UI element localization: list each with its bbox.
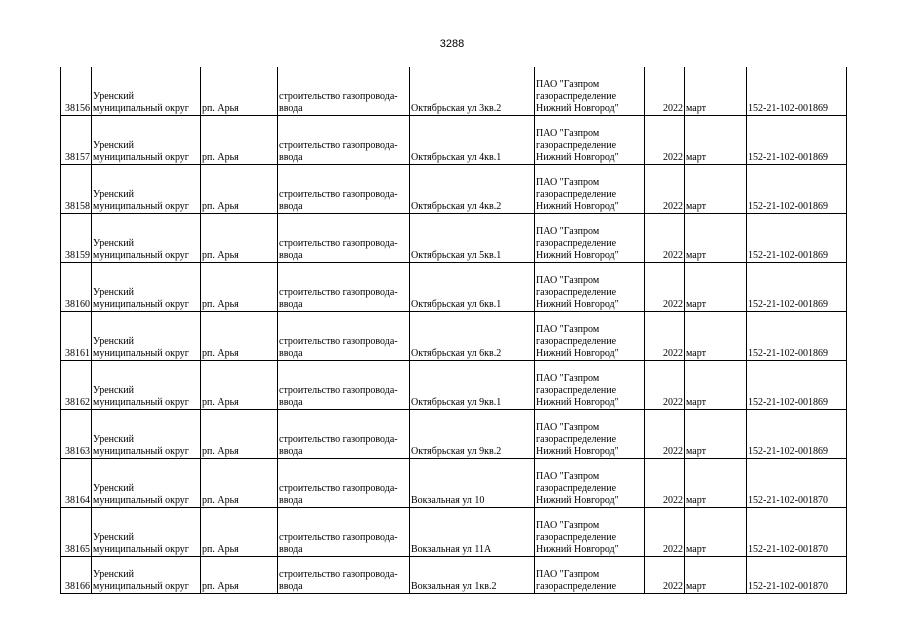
organization-cell-line: газораспределение bbox=[536, 238, 617, 249]
address-cell: Вокзальная ул 10 bbox=[410, 459, 535, 508]
row-number-cell: 38165 bbox=[61, 508, 92, 557]
organization-cell-line: ПАО "Газпром bbox=[536, 275, 600, 286]
owner-cell bbox=[92, 361, 201, 410]
row-number-cell: 38164 bbox=[61, 459, 92, 508]
work-type-cell bbox=[278, 312, 410, 361]
work-type-cell-line: строительство газопровода- bbox=[279, 91, 398, 102]
year-cell: 2022 bbox=[645, 361, 685, 410]
organization-cell-line: газораспределение bbox=[536, 140, 617, 151]
organization-cell bbox=[535, 116, 645, 165]
organization-cell-line: газораспределение bbox=[536, 483, 617, 494]
month-cell: март bbox=[685, 410, 747, 459]
organization-cell-line: газораспределение bbox=[536, 189, 617, 200]
owner-cell-line: муниципальный округ bbox=[93, 446, 189, 457]
year-cell: 2022 bbox=[645, 459, 685, 508]
organization-cell-line: газораспределение bbox=[536, 385, 617, 396]
code-cell: 152-21-102-001869 bbox=[747, 165, 847, 214]
work-type-cell-line: ввода bbox=[279, 581, 303, 592]
organization-cell-line: Нижний Новгород" bbox=[536, 250, 619, 261]
work-type-cell-line: строительство газопровода- bbox=[279, 385, 398, 396]
locality-cell: рп. Арья bbox=[201, 67, 278, 116]
owner-cell-line: Уренский bbox=[93, 140, 134, 151]
address-cell: Октябрьская ул 6кв.1 bbox=[410, 263, 535, 312]
row-number-cell: 38166 bbox=[61, 557, 92, 594]
month-cell: март bbox=[685, 263, 747, 312]
work-type-cell bbox=[278, 410, 410, 459]
organization-cell-line: Нижний Новгород" bbox=[536, 544, 619, 555]
owner-cell-line: муниципальный округ bbox=[93, 152, 189, 163]
row-number-cell: 38157 bbox=[61, 116, 92, 165]
organization-cell-line: Нижний Новгород" bbox=[536, 103, 619, 114]
owner-cell bbox=[92, 410, 201, 459]
work-type-cell bbox=[278, 508, 410, 557]
code-cell: 152-21-102-001869 bbox=[747, 214, 847, 263]
month-cell: март bbox=[685, 214, 747, 263]
address-cell: Октябрьская ул 5кв.1 bbox=[410, 214, 535, 263]
work-type-cell bbox=[278, 263, 410, 312]
organization-cell-line: ПАО "Газпром bbox=[536, 422, 600, 433]
work-type-cell-line: ввода bbox=[279, 299, 303, 310]
organization-cell bbox=[535, 312, 645, 361]
registry-table bbox=[60, 67, 847, 594]
month-cell: март bbox=[685, 508, 747, 557]
organization-cell-line: ПАО "Газпром bbox=[536, 226, 600, 237]
owner-cell bbox=[92, 214, 201, 263]
work-type-cell-line: ввода bbox=[279, 201, 303, 212]
owner-cell-line: Уренский bbox=[93, 532, 134, 543]
owner-cell-line: Уренский bbox=[93, 238, 134, 249]
address-cell: Вокзальная ул 1кв.2 bbox=[410, 557, 535, 594]
row-number-cell: 38161 bbox=[61, 312, 92, 361]
organization-cell-line: ПАО "Газпром bbox=[536, 471, 600, 482]
organization-cell-line: Нижний Новгород" bbox=[536, 446, 619, 457]
owner-cell-line: Уренский bbox=[93, 91, 134, 102]
code-cell: 152-21-102-001870 bbox=[747, 557, 847, 594]
table-row bbox=[61, 263, 847, 312]
work-type-cell-line: строительство газопровода- bbox=[279, 569, 398, 580]
owner-cell bbox=[92, 263, 201, 312]
owner-cell bbox=[92, 508, 201, 557]
code-cell: 152-21-102-001870 bbox=[747, 508, 847, 557]
code-cell: 152-21-102-001869 bbox=[747, 312, 847, 361]
owner-cell-line: муниципальный округ bbox=[93, 348, 189, 359]
code-cell: 152-21-102-001869 bbox=[747, 67, 847, 116]
owner-cell bbox=[92, 312, 201, 361]
code-cell: 152-21-102-001869 bbox=[747, 410, 847, 459]
work-type-cell-line: строительство газопровода- bbox=[279, 483, 398, 494]
organization-cell-line: ПАО "Газпром bbox=[536, 177, 600, 188]
owner-cell-line: муниципальный округ bbox=[93, 299, 189, 310]
work-type-cell-line: ввода bbox=[279, 544, 303, 555]
organization-cell bbox=[535, 410, 645, 459]
row-number-cell: 38163 bbox=[61, 410, 92, 459]
year-cell: 2022 bbox=[645, 67, 685, 116]
locality-cell: рп. Арья bbox=[201, 410, 278, 459]
owner-cell-line: Уренский bbox=[93, 569, 134, 580]
work-type-cell-line: ввода bbox=[279, 446, 303, 457]
month-cell: март bbox=[685, 67, 747, 116]
work-type-cell-line: строительство газопровода- bbox=[279, 140, 398, 151]
code-cell: 152-21-102-001869 bbox=[747, 116, 847, 165]
locality-cell: рп. Арья bbox=[201, 459, 278, 508]
work-type-cell bbox=[278, 214, 410, 263]
month-cell: март bbox=[685, 361, 747, 410]
work-type-cell-line: строительство газопровода- bbox=[279, 189, 398, 200]
owner-cell-line: Уренский bbox=[93, 434, 134, 445]
work-type-cell bbox=[278, 116, 410, 165]
organization-cell-line: газораспределение bbox=[536, 434, 617, 445]
address-cell: Октябрьская ул 9кв.2 bbox=[410, 410, 535, 459]
organization-cell-line: ПАО "Газпром bbox=[536, 79, 600, 90]
table-row bbox=[61, 459, 847, 508]
table-row bbox=[61, 116, 847, 165]
month-cell: март bbox=[685, 459, 747, 508]
owner-cell bbox=[92, 557, 201, 594]
owner-cell-line: муниципальный округ bbox=[93, 201, 189, 212]
owner-cell-line: Уренский bbox=[93, 287, 134, 298]
owner-cell-line: Уренский bbox=[93, 336, 134, 347]
organization-cell-line: Нижний Новгород" bbox=[536, 299, 619, 310]
owner-cell bbox=[92, 165, 201, 214]
code-cell: 152-21-102-001869 bbox=[747, 263, 847, 312]
organization-cell-line: Нижний Новгород" bbox=[536, 397, 619, 408]
year-cell: 2022 bbox=[645, 312, 685, 361]
organization-cell-line: ПАО "Газпром bbox=[536, 128, 600, 139]
address-cell: Октябрьская ул 4кв.2 bbox=[410, 165, 535, 214]
owner-cell-line: муниципальный округ bbox=[93, 581, 189, 592]
work-type-cell-line: ввода bbox=[279, 495, 303, 506]
address-cell: Октябрьская ул 4кв.1 bbox=[410, 116, 535, 165]
address-cell: Вокзальная ул 11А bbox=[410, 508, 535, 557]
locality-cell: рп. Арья bbox=[201, 361, 278, 410]
organization-cell bbox=[535, 214, 645, 263]
work-type-cell-line: ввода bbox=[279, 103, 303, 114]
owner-cell-line: Уренский bbox=[93, 483, 134, 494]
organization-cell bbox=[535, 508, 645, 557]
organization-cell bbox=[535, 459, 645, 508]
year-cell: 2022 bbox=[645, 410, 685, 459]
locality-cell: рп. Арья bbox=[201, 312, 278, 361]
row-number-cell: 38162 bbox=[61, 361, 92, 410]
owner-cell bbox=[92, 67, 201, 116]
month-cell: март bbox=[685, 557, 747, 594]
owner-cell-line: муниципальный округ bbox=[93, 397, 189, 408]
organization-cell-line: ПАО "Газпром bbox=[536, 520, 600, 531]
work-type-cell bbox=[278, 67, 410, 116]
year-cell: 2022 bbox=[645, 116, 685, 165]
organization-cell-line: ПАО "Газпром bbox=[536, 569, 600, 580]
organization-cell-line: Нижний Новгород" bbox=[536, 495, 619, 506]
owner-cell bbox=[92, 459, 201, 508]
organization-cell-line: газораспределение bbox=[536, 91, 617, 102]
locality-cell: рп. Арья bbox=[201, 557, 278, 594]
organization-cell-line: ПАО "Газпром bbox=[536, 373, 600, 384]
year-cell: 2022 bbox=[645, 263, 685, 312]
year-cell: 2022 bbox=[645, 214, 685, 263]
locality-cell: рп. Арья bbox=[201, 263, 278, 312]
table-row bbox=[61, 214, 847, 263]
work-type-cell-line: строительство газопровода- bbox=[279, 532, 398, 543]
owner-cell-line: муниципальный округ bbox=[93, 250, 189, 261]
organization-cell bbox=[535, 67, 645, 116]
organization-cell-line: Нижний Новгород" bbox=[536, 348, 619, 359]
organization-cell bbox=[535, 361, 645, 410]
organization-cell-line: газораспределение bbox=[536, 532, 617, 543]
work-type-cell-line: строительство газопровода- bbox=[279, 434, 398, 445]
code-cell: 152-21-102-001870 bbox=[747, 459, 847, 508]
owner-cell-line: муниципальный округ bbox=[93, 544, 189, 555]
locality-cell: рп. Арья bbox=[201, 214, 278, 263]
locality-cell: рп. Арья bbox=[201, 165, 278, 214]
table-row bbox=[61, 67, 847, 116]
organization-cell bbox=[535, 165, 645, 214]
organization-cell-line: Нижний Новгород" bbox=[536, 152, 619, 163]
table-row bbox=[61, 361, 847, 410]
work-type-cell bbox=[278, 165, 410, 214]
address-cell: Октябрьская ул 6кв.2 bbox=[410, 312, 535, 361]
owner-cell-line: Уренский bbox=[93, 385, 134, 396]
work-type-cell-line: ввода bbox=[279, 348, 303, 359]
owner-cell-line: муниципальный округ bbox=[93, 103, 189, 114]
table-row bbox=[61, 312, 847, 361]
row-number-cell: 38159 bbox=[61, 214, 92, 263]
address-cell: Октябрьская ул 3кв.2 bbox=[410, 67, 535, 116]
row-number-cell: 38156 bbox=[61, 67, 92, 116]
year-cell: 2022 bbox=[645, 557, 685, 594]
work-type-cell-line: строительство газопровода- bbox=[279, 238, 398, 249]
locality-cell: рп. Арья bbox=[201, 508, 278, 557]
work-type-cell bbox=[278, 459, 410, 508]
organization-cell bbox=[535, 557, 645, 594]
address-cell: Октябрьская ул 9кв.1 bbox=[410, 361, 535, 410]
owner-cell-line: муниципальный округ bbox=[93, 495, 189, 506]
table-row bbox=[61, 508, 847, 557]
organization-cell-line: газораспределение bbox=[536, 581, 617, 592]
work-type-cell-line: строительство газопровода- bbox=[279, 287, 398, 298]
owner-cell-line: Уренский bbox=[93, 189, 134, 200]
owner-cell bbox=[92, 116, 201, 165]
table-row bbox=[61, 557, 847, 594]
year-cell: 2022 bbox=[645, 165, 685, 214]
organization-cell-line: газораспределение bbox=[536, 287, 617, 298]
organization-cell bbox=[535, 263, 645, 312]
work-type-cell bbox=[278, 557, 410, 594]
month-cell: март bbox=[685, 116, 747, 165]
month-cell: март bbox=[685, 165, 747, 214]
row-number-cell: 38160 bbox=[61, 263, 92, 312]
year-cell: 2022 bbox=[645, 508, 685, 557]
work-type-cell bbox=[278, 361, 410, 410]
table-row bbox=[61, 410, 847, 459]
work-type-cell-line: строительство газопровода- bbox=[279, 336, 398, 347]
month-cell: март bbox=[685, 312, 747, 361]
organization-cell-line: Нижний Новгород" bbox=[536, 201, 619, 212]
organization-cell-line: ПАО "Газпром bbox=[536, 324, 600, 335]
work-type-cell-line: ввода bbox=[279, 250, 303, 261]
work-type-cell-line: ввода bbox=[279, 397, 303, 408]
locality-cell: рп. Арья bbox=[201, 116, 278, 165]
code-cell: 152-21-102-001869 bbox=[747, 361, 847, 410]
row-number-cell: 38158 bbox=[61, 165, 92, 214]
organization-cell-line: газораспределение bbox=[536, 336, 617, 347]
table-row bbox=[61, 165, 847, 214]
registry-body bbox=[61, 67, 847, 594]
page-number: 3288 bbox=[439, 38, 465, 50]
work-type-cell-line: ввода bbox=[279, 152, 303, 163]
